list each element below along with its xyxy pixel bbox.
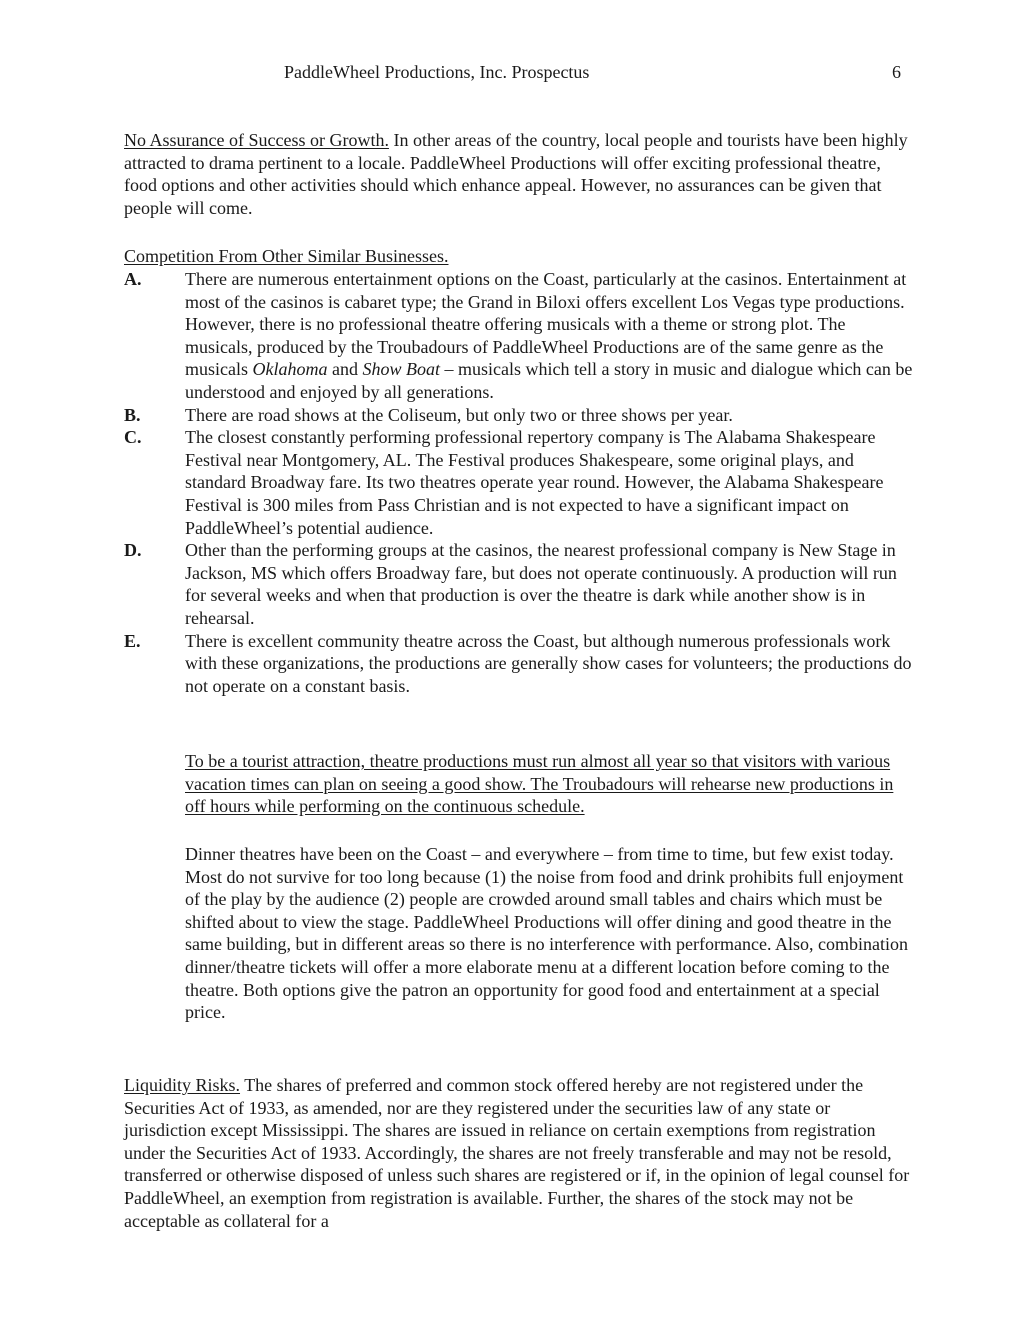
list-item-letter: D. [124, 540, 142, 561]
list-item-text: The closest constantly performing professional repertory company is The Alabama Shakespeare Festival near Montgomery, AL. The Festival produces Shakespeare, some original plays, and standard Broadway fare. Its two theatres operate year round. However, the Alabama Shakespeare Festival is 300 miles from Pass Christian and is not expected to have a significant impact on PaddleWheel’s potential audience. [185, 427, 884, 538]
section-liquidity-risks [124, 1074, 914, 1232]
list-item [124, 426, 914, 539]
page-header-title: PaddleWheel Productions, Inc. Prospectus [284, 62, 590, 82]
section-body: The shares of preferred and common stock offered hereby are not registered under the Securities Act of 1933, as amended, nor are they registered under the securities law of any state or jurisdiction except Mississippi. The shares are issued in reliance on certain exemptions from registration under the Securities Act of 1933. Accordingly, the shares are not freely transferable and may not be resold, transferred or otherwise disposed of unless such shares are registered or if, in the opinion of legal counsel for PaddleWheel, an exemption from registration is available. Further, the shares of the stock may not be acceptable as collateral for a [124, 1075, 910, 1231]
competition-list [124, 268, 914, 697]
list-item [124, 268, 914, 404]
list-item-letter: E. [124, 630, 141, 651]
section-no-assurance [124, 129, 914, 219]
page-number: 6 [892, 62, 901, 82]
title-show-boat: Show Boat [362, 359, 441, 380]
list-item-text: There is excellent community theatre across the Coast, but although numerous professionals work with these organizations, the productions are generally show cases for volunteers; the productions do not operate on a constant basis. [185, 630, 912, 696]
list-item [124, 539, 914, 629]
section-heading-competition [124, 245, 914, 268]
underlined-paragraph: To be a tourist attraction, theatre productions must run almost all year so that visitors with various vacation times can plan on seeing a good show. The Troubadours will rehearse new productions in off hours while performing on the continuous schedule. [185, 751, 894, 817]
section-heading: Liquidity Risks. [124, 1075, 241, 1095]
list-item [124, 630, 914, 698]
section-body: In other areas of the country, local people and tourists have been highly attracted to drama pertinent to a locale. PaddleWheel Productions will offer exciting professional theatre, food options and other activities should which enhance appeal. However, no assurances can be given that people will come. [124, 130, 908, 218]
dinner-theatre-paragraph: Dinner theatres have been on the Coast – and everywhere – from time to time, but few exist today. Most do not survive for too long because (1) the noise from food and drink prohibits full enjoyment of the play by the audience (2) people are crowded around small tables and chairs which must be shifted about to view the stage. PaddleWheel Productions will offer dining and good theatre in the same building, but in different areas so there is no interference with performance. Also, combination dinner/theatre tickets will offer a more elaborate menu at a different location before coming to the theatre. Both options give the patron an opportunity for good food and entertainment at a special price. [185, 844, 908, 1023]
section-heading: Competition From Other Similar Businesses. [124, 246, 449, 266]
section-heading: No Assurance of Success or Growth. [124, 130, 389, 150]
title-oklahoma: Oklahoma [252, 359, 328, 380]
list-item-letter: B. [124, 404, 141, 425]
list-item [124, 404, 914, 427]
list-item-text: Other than the performing groups at the casinos, the nearest professional company is New Stage in Jackson, MS which offers Broadway fare, but does not operate continuously. A production will run for several weeks and when that production is over the theatre is dark while another show is in rehearsal. [185, 540, 897, 628]
list-item-text: There are road shows at the Coliseum, but only two or three shows per year. [185, 404, 733, 425]
list-item-letter: C. [124, 427, 142, 448]
list-item-text: There are numerous entertainment options on the Coast, particularly at the casinos. Entertainment at most of the casinos is cabaret type; the Grand in Biloxi offers excellent Los Vegas type productions. However, there is no professional theatre offering musicals with a theme or strong plot. The musicals, produced by the Troubadours of PaddleWheel Productions are of the same genre as the musicals Oklahoma and Show Boat – musicals which tell a story in music and dialogue which can be understood and enjoyed by all generations. [185, 269, 913, 402]
list-item-letter: A. [124, 269, 142, 289]
